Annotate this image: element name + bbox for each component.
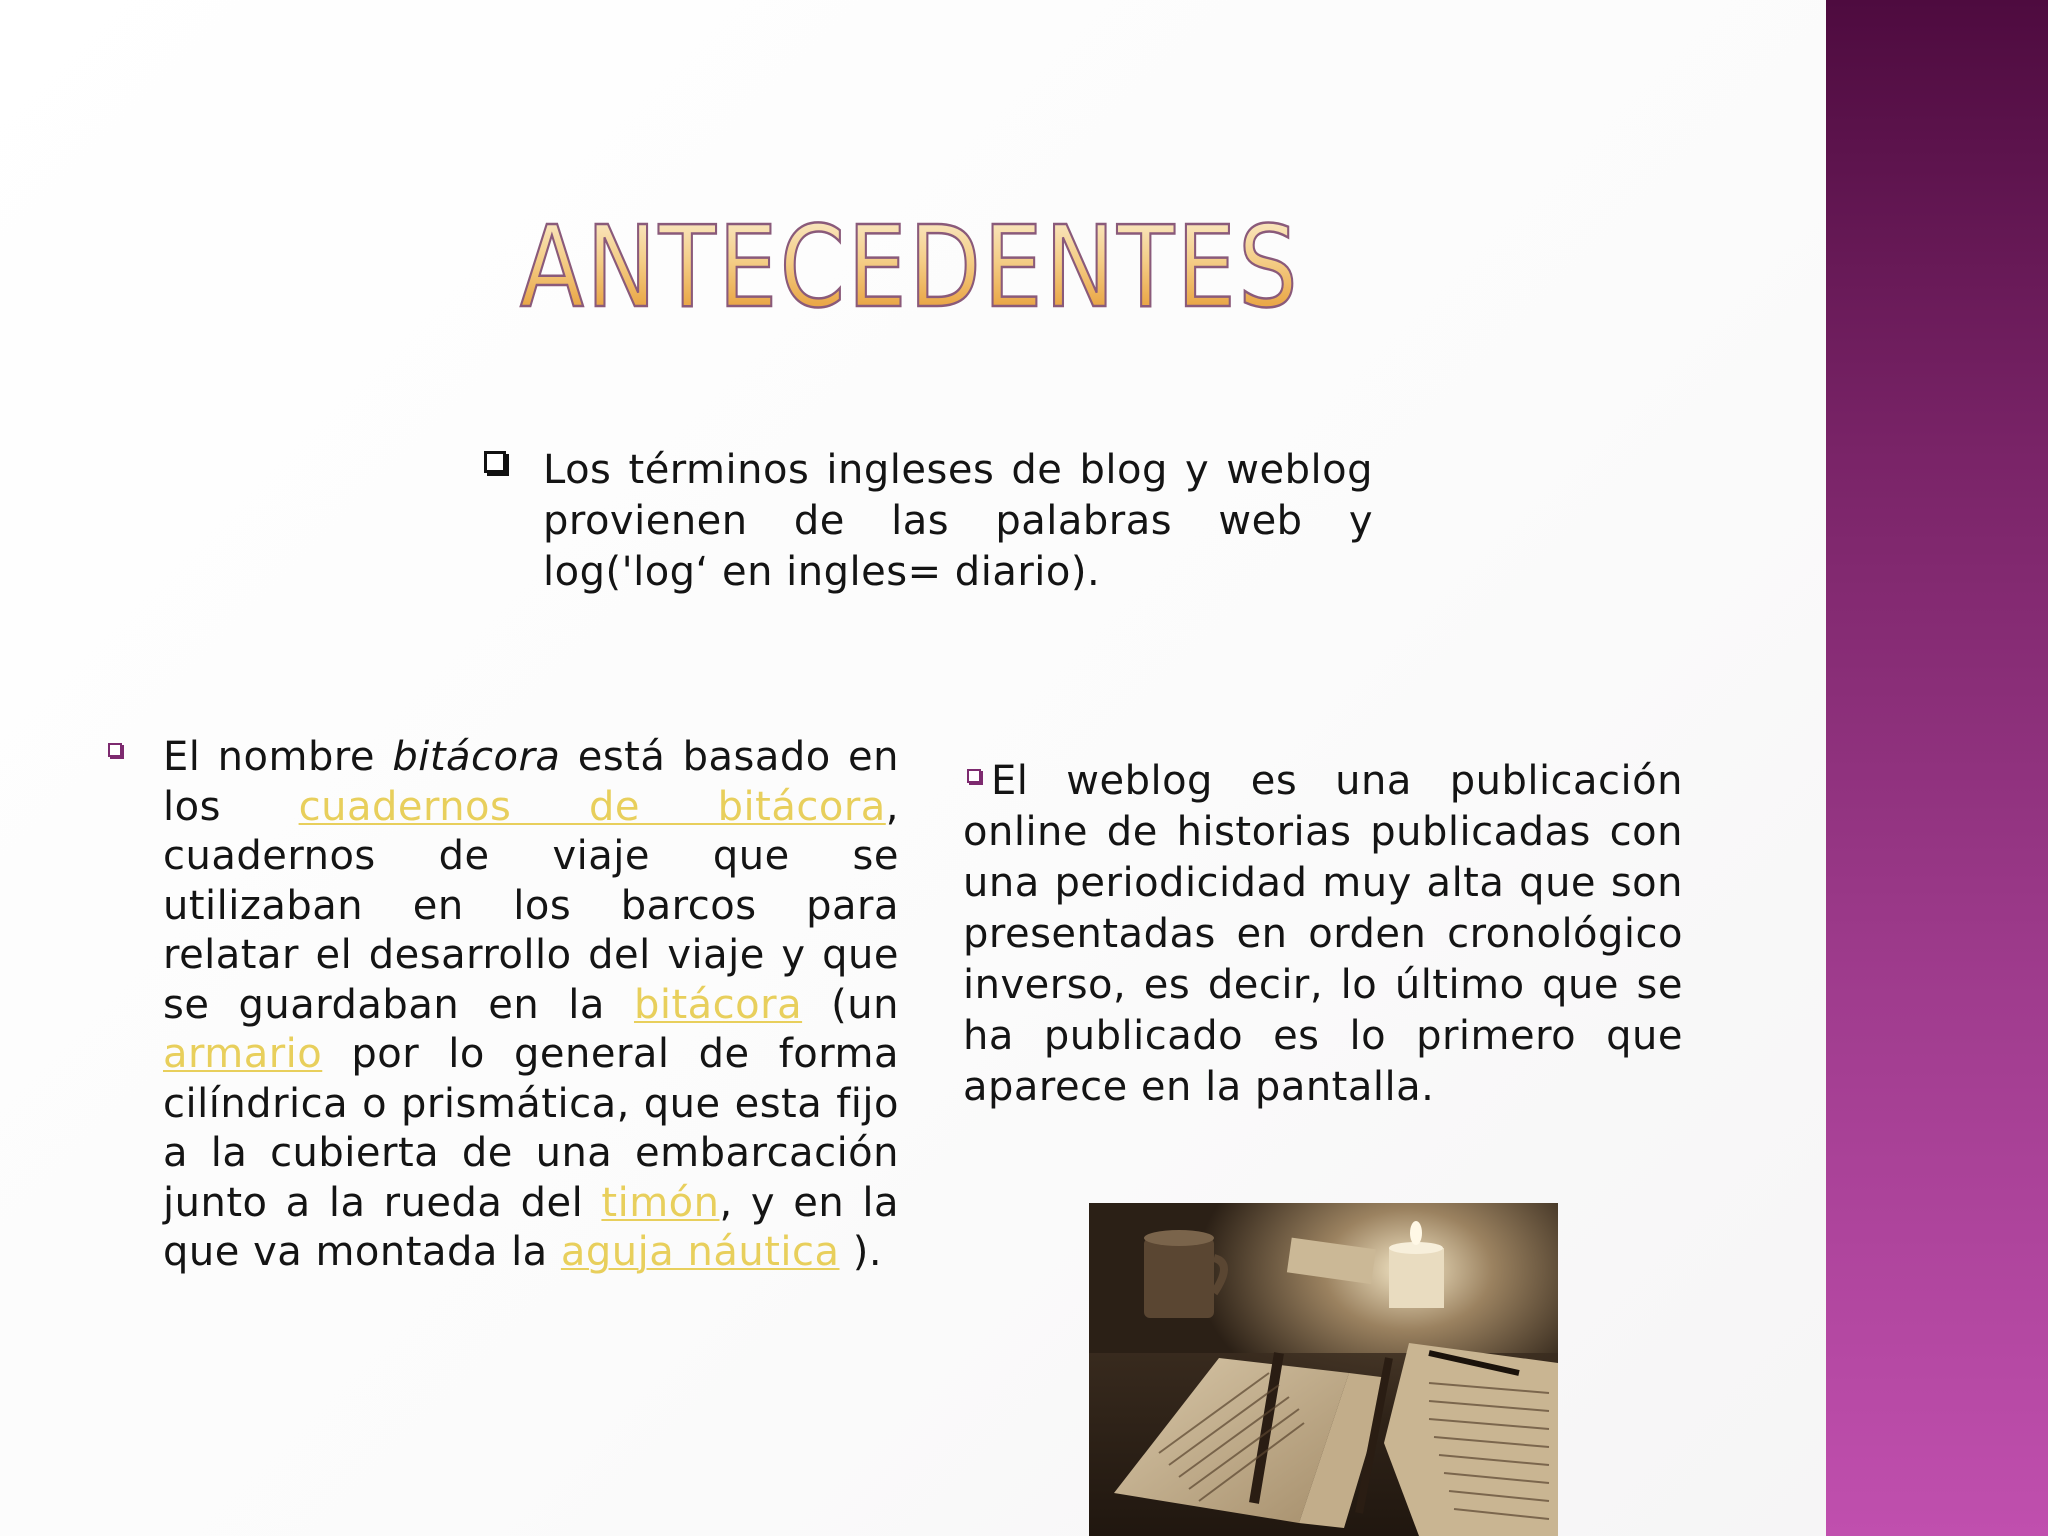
left-text-2: está basado en los — [163, 734, 900, 830]
left-text-3: , cuadernos de viaje que se utilizaban en los barcos para relatar el desarrollo del viaje y que se guardaban en la — [163, 783, 900, 1028]
left-text-7: ). — [839, 1229, 883, 1275]
link-bitacora[interactable]: bitácora — [633, 981, 803, 1028]
right-bullet-icon — [967, 769, 981, 783]
left-text-4: (un — [802, 981, 899, 1028]
left-bullet-text — [163, 733, 899, 1278]
link-timon[interactable]: timón — [601, 1179, 720, 1226]
left-text-6: , y en la que va montada la — [163, 1179, 899, 1275]
link-cuadernos-de-bitacora[interactable]: cuadernos de bitácora — [298, 783, 886, 830]
left-text-5: por lo general de forma cilíndrica o prismática, que esta fijo a la cubierta de una embarcación junto a la rueda del — [163, 1031, 899, 1226]
right-bullet-text — [963, 756, 1683, 1113]
slide-title-text: ANTECEDENTES — [520, 203, 1300, 333]
left-text-italic: bitácora — [392, 734, 561, 780]
decorative-side-band — [1826, 0, 2048, 1536]
top-bullet-icon — [484, 451, 506, 473]
left-text-1: El nombre — [163, 734, 393, 780]
top-bullet-text: Los términos ingleses de blog y weblog provienen de las palabras web y log('log‘ en ingles= diario). — [543, 447, 1373, 595]
link-aguja-nautica[interactable]: aguja náutica — [560, 1229, 840, 1275]
notebook-candle-photo — [1089, 1203, 1558, 1536]
left-bullet-icon — [108, 743, 122, 757]
link-armario[interactable]: armario — [163, 1031, 323, 1077]
photo-illustration — [1089, 1203, 1558, 1536]
slide-title — [520, 196, 1320, 336]
right-bullet-content: El weblog es una publicación online de historias publicadas con una periodicidad muy alta que son presentadas en orden cronológico inverso, es decir, lo último que se ha publicado es lo primero que aparece en la pantalla. — [963, 758, 1683, 1110]
